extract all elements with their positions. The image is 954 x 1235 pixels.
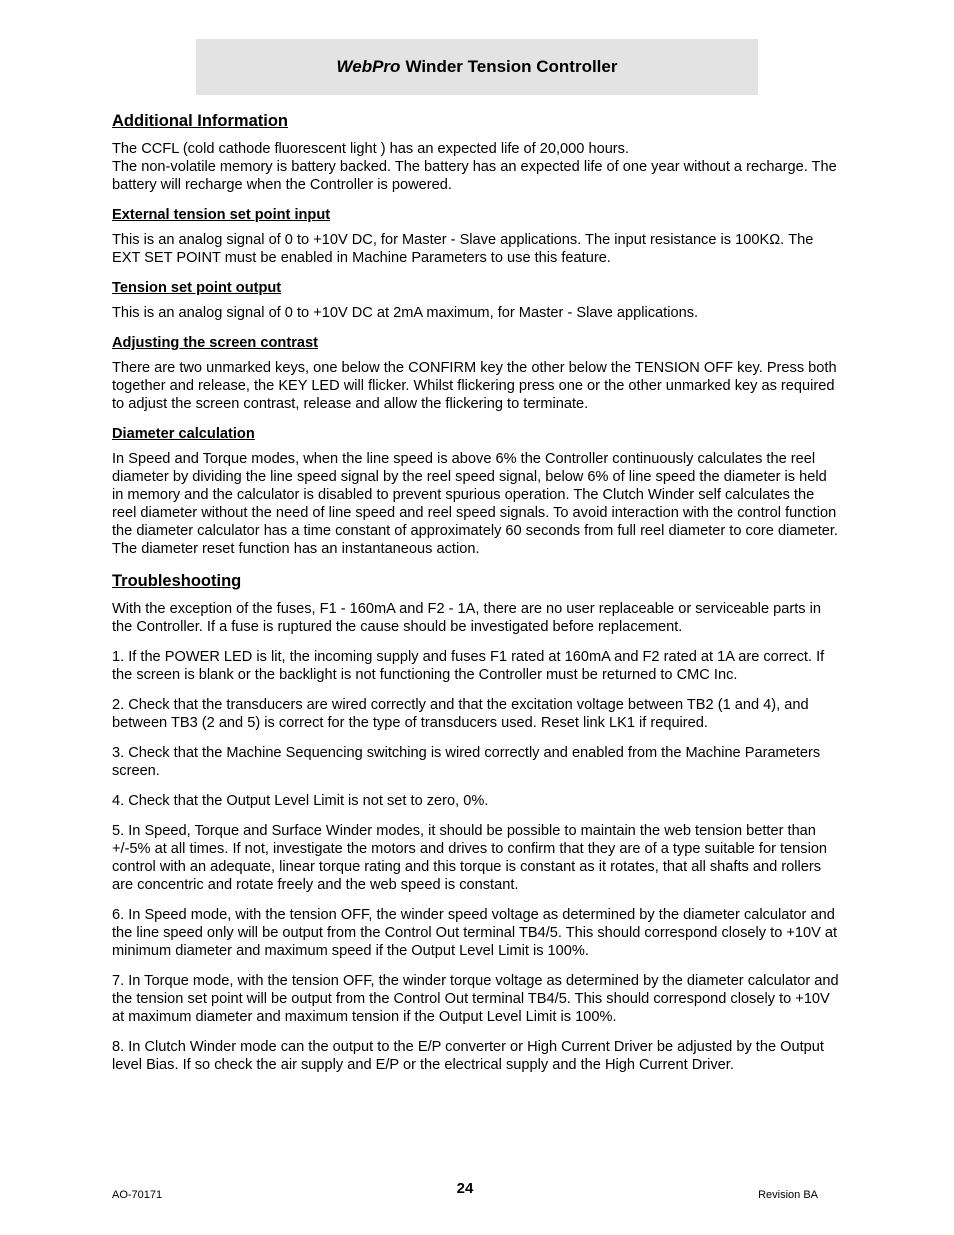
document-body xyxy=(112,110,842,1086)
troubleshooting-item-3: 3. Check that the Machine Sequencing switching is wired correctly and enabled from the Machine Parameters screen. xyxy=(112,745,821,779)
heading-additional-information: Additional Information xyxy=(112,112,288,130)
ext-set-point-text: This is an analog signal of 0 to +10V DC, for Master - Slave applications. The input resistance is 100KΩ. The EXT SET POINT must be enabled in Machine Parameters to use this feature. xyxy=(112,232,814,266)
revision-label: Revision BA xyxy=(758,1189,818,1201)
screen-contrast-text: There are two unmarked keys, one below the CONFIRM key the other below the TENSION OFF key. Press both together and release, the KEY LED will flicker. Whilst flickering press one or the other unmarked key as required to adjust the screen contrast, release and allow the flickering to terminate. xyxy=(112,360,837,412)
additional-information-text xyxy=(112,140,842,194)
troubleshooting-intro: With the exception of the fuses, F1 - 160mA and F2 - 1A, there are no user replaceable or serviceable parts in the Controller. If a fuse is ruptured the cause should be investigated before replacement. xyxy=(112,601,821,635)
troubleshooting-item-6: 6. In Speed mode, with the tension OFF, the winder speed voltage as determined by the diameter calculator and the line speed only will be output from the Control Out terminal TB4/5. This should correspond closely to +10V at minimum diameter and maximum speed if the Output Level Limit is 100%. xyxy=(112,907,838,959)
heading-ext-set-point: External tension set point input xyxy=(112,207,331,223)
troubleshooting-item-2: 2. Check that the transducers are wired correctly and that the excitation voltage between TB2 (1 and 4), and between TB3 (2 and 5) is correct for the type of transducers used. Reset link LK1 if required. xyxy=(112,697,809,731)
troubleshooting-item-4: 4. Check that the Output Level Limit is not set to zero, 0%. xyxy=(112,793,489,809)
troubleshooting-item-8: 8. In Clutch Winder mode can the output to the E/P converter or High Current Driver be adjusted by the Output level Bias. If so check the air supply and E/P or the electrical supply and the High Current Driver. xyxy=(112,1039,824,1073)
diameter-calculation-text: In Speed and Torque modes, when the line speed is above 6% the Controller continuously calculates the reel diameter by dividing the line speed signal by the reel speed signal, below 6% of line speed the diameter is held in memory and the calculator is disabled to prevent spurious operation. The Clutch Winder self calculates the reel diameter without the need of line speed and reel speed signals. To avoid interaction with the control function the diameter calculator has a time constant of approximately 60 seconds from full reel diameter to core diameter. The diameter reset function has an instantaneous action. xyxy=(112,451,838,557)
header-title: Winder Tension Controller xyxy=(405,57,618,76)
page-header xyxy=(196,39,758,95)
document-id: AO-70171 xyxy=(112,1189,163,1201)
heading-screen-contrast: Adjusting the screen contrast xyxy=(112,335,318,351)
troubleshooting-item-7: 7. In Torque mode, with the tension OFF, the winder torque voltage as determined by the diameter calculator and the tension set point will be output from the Control Out terminal TB4/5. This should correspond closely to +10V at maximum diameter and maximum tension if the Output Level Limit is 100%. xyxy=(112,973,839,1025)
heading-diameter-calculation: Diameter calculation xyxy=(112,426,255,442)
page-number: 24 xyxy=(456,1180,474,1197)
heading-troubleshooting: Troubleshooting xyxy=(112,572,242,590)
troubleshooting-item-5: 5. In Speed, Torque and Surface Winder modes, it should be possible to maintain the web tension better than +/-5% at all times. If not, investigate the motors and drives to confirm that they are of a type suitable for tension control with an adequate, linear torque rating and this torque is constant as it rotates, that all shafts and rollers are concentric and rotate freely and the web speed is constant. xyxy=(112,823,828,893)
troubleshooting-item-1: 1. If the POWER LED is lit, the incoming supply and fuses F1 rated at 160mA and F2 rated at 1A are correct. If the screen is blank or the backlight is not functioning the Controller must be returned to CMC Inc. xyxy=(112,649,825,683)
battery-line: The non-volatile memory is battery backed. The battery has an expected life of one year without a recharge. The battery will recharge when the Controller is powered. xyxy=(112,159,837,193)
ccfl-line: The CCFL (cold cathode fluorescent light ) has an expected life of 20,000 hours. xyxy=(112,141,630,157)
set-point-output-text: This is an analog signal of 0 to +10V DC at 2mA maximum, for Master - Slave applications. xyxy=(112,305,699,321)
header-brand: WebPro xyxy=(336,57,401,76)
heading-set-point-output: Tension set point output xyxy=(112,280,282,296)
